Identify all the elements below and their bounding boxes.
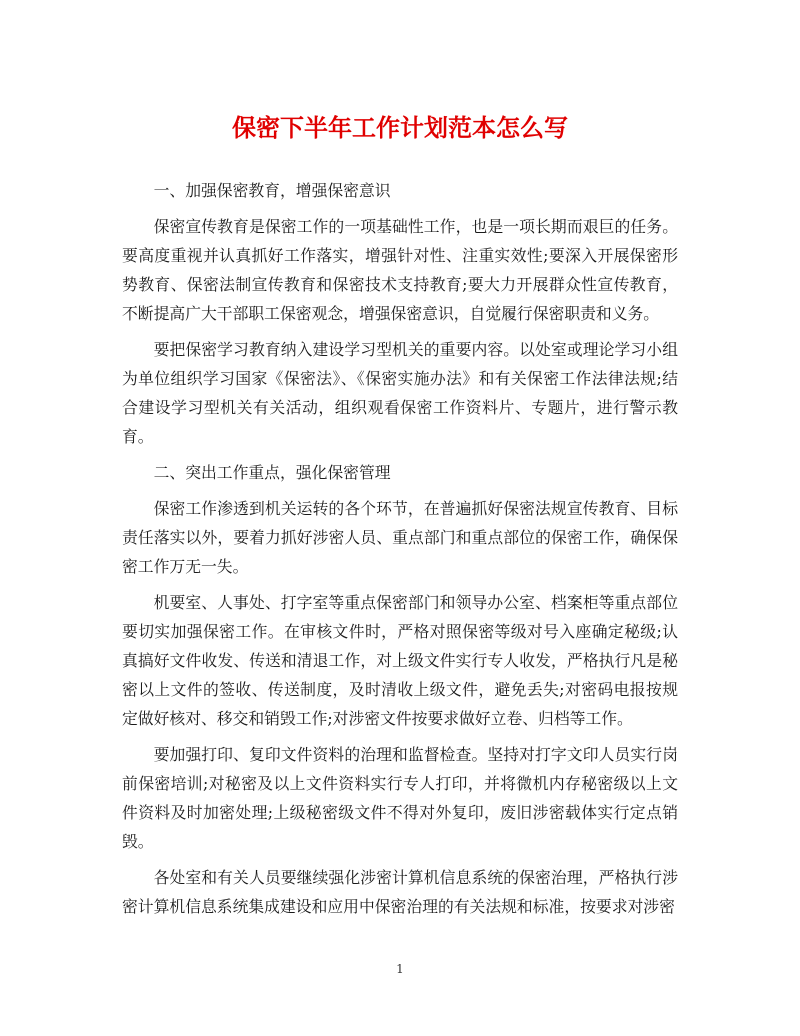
body-paragraph: 保密宣传教育是保密工作的一项基础性工作，也是一项长期而艰巨的任务。要高度重视并认真抓好工作落实，增强针对性、注重实效性;要深入开展保密形势教育、保密法制宣传教育和保密技术支持教育;要大力开展群众性宣传教育，不断提高广大干部职工保密观念，增强保密意识，自觉履行保密职责和义务。 [122,217,678,323]
body-paragraph: 要把保密学习教育纳入建设学习型机关的重要内容。以处室或理论学习小组为单位组织学习国家《保密法》、《保密实施办法》和有关保密工作法律法规;结合建设学习型机关有关活动，组织观看保密工作资料片、专题片，进行警示教育。 [122,340,678,446]
document-title: 保密下半年工作计划范本怎么写 [232,113,568,142]
document-body [122,176,678,921]
body-paragraph: 各处室和有关人员要继续强化涉密计算机信息系统的保密治理，严格执行涉密计算机信息系统集成建设和应用中保密治理的有关法规和标准，按要求对涉密 [122,868,678,916]
body-paragraph: 保密工作渗透到机关运转的各个环节，在普遍抓好保密法规宣传教育、目标责任落实以外，要着力抓好涉密人员、重点部门和重点部位的保密工作，确保保密工作万无一失。 [122,499,678,576]
body-paragraph: 机要室、人事处、打字室等重点保密部门和领导办公室、档案柜等重点部位要切实加强保密工作。在审核文件时，严格对照保密等级对号入座确定秘级;认真搞好文件收发、传送和清退工作，对上级文件实行专人收发，严格执行凡是秘密以上文件的签收、传送制度，及时清收上级文件，避免丢失;对密码电报按规定做好核对、移交和销毁工作;对涉密文件按要求做好立卷、归档等工作。 [122,593,678,728]
section-heading: 一、加强保密教育，增强保密意识 [153,181,391,200]
page-number: 1 [396,962,404,976]
section-heading: 二、突出工作重点，强化保密管理 [153,463,391,482]
body-paragraph: 要加强打印、复印文件资料的治理和监督检查。坚持对打字文印人员实行岗前保密培训;对秘密及以上文件资料实行专人打印，并将微机内存秘密级以上文件资料及时加密处理;上级秘密级文件不得对外复印，废旧涉密载体实行定点销毁。 [122,745,678,851]
